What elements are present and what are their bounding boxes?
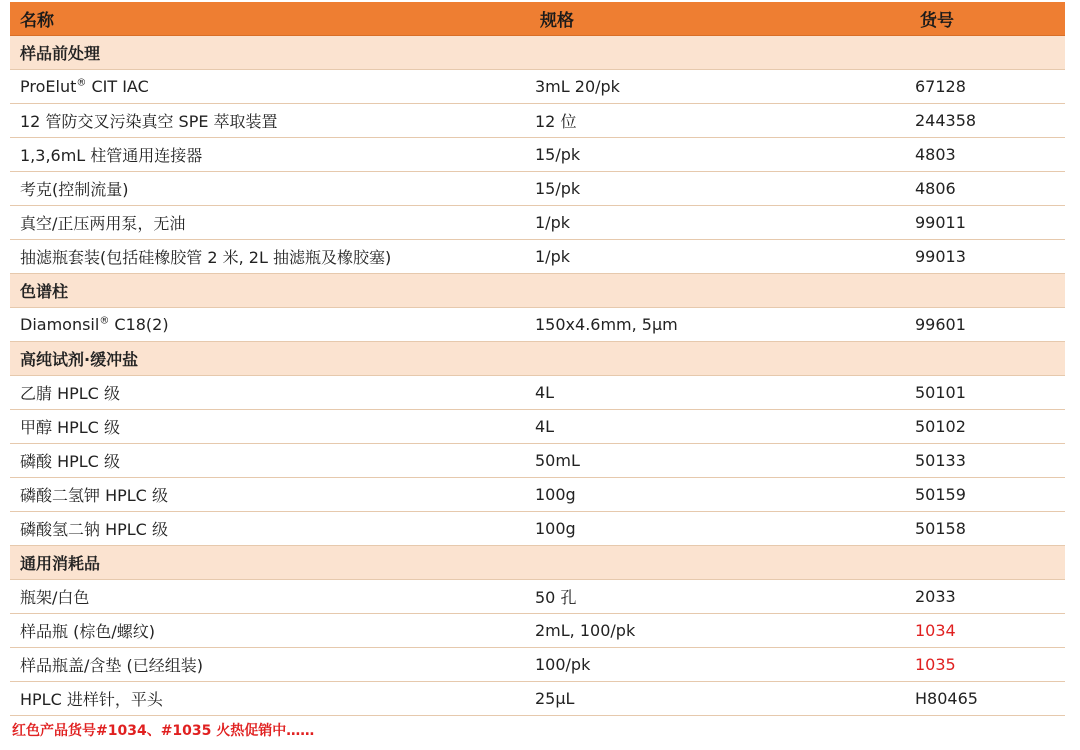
table-row xyxy=(10,376,1065,410)
product-spec: 15/pk xyxy=(535,179,581,198)
table-row xyxy=(10,206,1065,240)
product-table xyxy=(10,2,1065,716)
product-code: 2033 xyxy=(915,587,956,606)
product-name xyxy=(10,77,525,96)
product-name-text: 1,3,6mL 柱管通用连接器 xyxy=(20,146,203,165)
product-spec: 12 位 xyxy=(535,112,577,131)
section-title: 色谱柱 xyxy=(20,282,69,301)
product-code: 50102 xyxy=(915,417,966,436)
product-code: 99013 xyxy=(915,247,966,266)
product-spec: 100/pk xyxy=(535,655,591,674)
product-spec: 50mL xyxy=(535,451,580,470)
section-title: 通用消耗品 xyxy=(20,554,101,573)
table-row xyxy=(10,682,1065,716)
product-name-suffix: CIT IAC xyxy=(86,77,149,96)
product-spec: 3mL 20/pk xyxy=(535,77,620,96)
product-code: 4803 xyxy=(915,145,956,164)
header-name: 名称 xyxy=(20,11,54,31)
promo-footer: 红色产品货号#1034、#1035 火热促销中…… xyxy=(12,723,315,739)
product-name xyxy=(10,245,525,268)
product-spec: 1/pk xyxy=(535,213,570,232)
product-name-text: 真空/正压两用泵，无油 xyxy=(20,214,186,233)
section-row xyxy=(10,342,1065,376)
product-name xyxy=(10,381,525,404)
product-code: 50158 xyxy=(915,519,966,538)
table-row xyxy=(10,444,1065,478)
table-row xyxy=(10,614,1065,648)
table-row xyxy=(10,512,1065,546)
product-code: 99011 xyxy=(915,213,966,232)
table-row xyxy=(10,308,1065,342)
header-spec: 规格 xyxy=(540,11,574,31)
product-name-text: 乙腈 HPLC 级 xyxy=(20,384,120,403)
product-name-text: 磷酸 HPLC 级 xyxy=(20,452,120,471)
product-spec: 50 孔 xyxy=(535,588,577,607)
product-name-text: ProElut xyxy=(20,77,77,96)
product-name xyxy=(10,177,525,200)
product-name-text: 考克(控制流量) xyxy=(20,180,129,199)
product-spec: 150x4.6mm, 5μm xyxy=(535,315,678,334)
table-row xyxy=(10,580,1065,614)
product-spec: 15/pk xyxy=(535,145,581,164)
product-code: 1035 xyxy=(915,655,956,674)
product-code: 50133 xyxy=(915,451,966,470)
product-name-text: HPLC 进样针，平头 xyxy=(20,690,163,709)
product-code: 244358 xyxy=(915,111,977,130)
product-name xyxy=(10,483,525,506)
section-title: 样品前处理 xyxy=(20,44,101,63)
table-header xyxy=(10,2,1065,36)
table-row xyxy=(10,478,1065,512)
product-spec: 4L xyxy=(535,417,555,436)
product-code: 50159 xyxy=(915,485,966,504)
product-name-suffix: C18(2) xyxy=(109,315,169,334)
product-spec: 100g xyxy=(535,485,576,504)
product-name xyxy=(10,143,525,166)
product-name xyxy=(10,315,525,334)
table-row xyxy=(10,410,1065,444)
table-row xyxy=(10,138,1065,172)
table-row xyxy=(10,240,1065,274)
table-row xyxy=(10,70,1065,104)
product-spec: 4L xyxy=(535,383,555,402)
product-code: H80465 xyxy=(915,689,978,708)
section-title: 高纯试剂·缓冲盐 xyxy=(20,350,139,369)
product-name-text: 甲醇 HPLC 级 xyxy=(20,418,120,437)
product-name xyxy=(10,619,525,642)
section-row xyxy=(10,546,1065,580)
table-row xyxy=(10,104,1065,138)
product-spec: 100g xyxy=(535,519,576,538)
product-spec: 25μL xyxy=(535,689,575,708)
product-name-text: 样品瓶盖/含垫 (已经组装) xyxy=(20,656,203,675)
product-code: 4806 xyxy=(915,179,956,198)
product-name-text: 12 管防交叉污染真空 SPE 萃取装置 xyxy=(20,112,278,131)
product-name-text: 磷酸氢二钠 HPLC 级 xyxy=(20,520,168,539)
product-spec: 2mL, 100/pk xyxy=(535,621,636,640)
product-name xyxy=(10,449,525,472)
product-name-text: 样品瓶 (棕色/螺纹) xyxy=(20,622,155,641)
product-code: 1034 xyxy=(915,621,956,640)
product-name xyxy=(10,687,525,710)
section-row xyxy=(10,36,1065,70)
product-code: 99601 xyxy=(915,315,966,334)
table-row xyxy=(10,648,1065,682)
product-name-text: 瓶架/白色 xyxy=(20,588,90,607)
product-name xyxy=(10,109,525,132)
product-spec: 1/pk xyxy=(535,247,570,266)
product-name xyxy=(10,585,525,608)
product-name xyxy=(10,653,525,676)
product-name-text: Diamonsil xyxy=(20,315,100,334)
product-code: 67128 xyxy=(915,77,966,96)
product-code: 50101 xyxy=(915,383,966,402)
table-row xyxy=(10,172,1065,206)
product-name xyxy=(10,517,525,540)
product-name-text: 磷酸二氢钾 HPLC 级 xyxy=(20,486,168,505)
product-name xyxy=(10,211,525,234)
registered-mark: ® xyxy=(76,77,87,89)
registered-mark: ® xyxy=(99,315,110,327)
header-code: 货号 xyxy=(920,11,954,31)
product-name xyxy=(10,415,525,438)
product-name-text: 抽滤瓶套装(包括硅橡胶管 2 米, 2L 抽滤瓶及橡胶塞) xyxy=(20,248,392,267)
section-row xyxy=(10,274,1065,308)
